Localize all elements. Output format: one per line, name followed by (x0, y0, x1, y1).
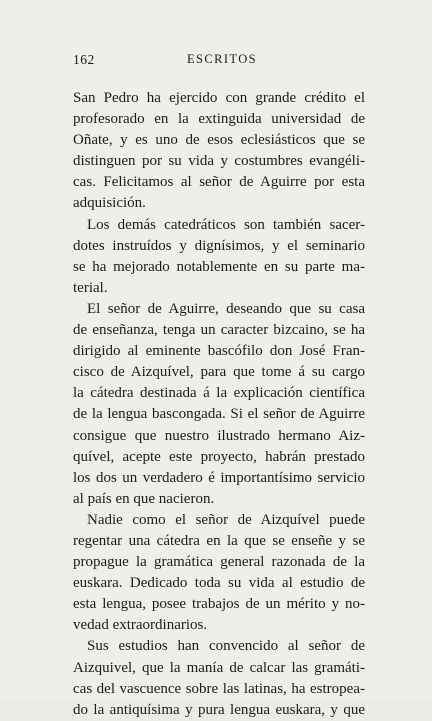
text-line: de la lengua bascongada. Si el señor de Aguirre (73, 406, 365, 423)
text-line: consigue que nuestro ilustrado hermano Aiz- (73, 427, 365, 444)
text-line: la cátedra destinada á la explicación científica (73, 385, 365, 402)
text-line: cas del vascuence sobre las latinas, ha estropea- (73, 680, 365, 697)
text-line: dotes instruídos y dignísimos, y el seminario (73, 237, 365, 254)
text-line: adquisición. (73, 195, 146, 212)
text-line: El señor de Aguirre, deseando que su casa (87, 300, 365, 317)
text-line: Aizquivel, que la manía de calcar las gramáti- (73, 659, 365, 676)
text-line: profesorado en la extinguida universidad de (73, 111, 365, 128)
text-line: do la antiquísima y pura lengua euskara, y que (73, 701, 365, 718)
text-line: terial. (73, 279, 108, 296)
text-line: euskara. Dedicado toda su vida al estudio de (73, 575, 365, 592)
text-line: se ha mejorado notablemente en su parte ma- (73, 258, 365, 275)
text-line: dirigido al eminente bascófilo don José Fran- (73, 343, 365, 360)
text-line: distinguen por su vida y costumbres evangéli- (73, 153, 365, 170)
text-line: Los demás catedráticos son también sacer- (87, 216, 365, 233)
body-text (73, 88, 365, 721)
text-line: de enseñanza, tenga un caracter bizcaino, se ha (73, 322, 365, 339)
text-line: los dos un verdadero é importantísimo servicio (73, 469, 365, 486)
text-line: Sus estudios han convencido al señor de (87, 638, 365, 655)
text-line: cas. Felicitamos al señor de Aguirre por esta (73, 174, 365, 191)
text-line: propague la gramática general razonada de la (73, 554, 365, 571)
running-title: ESCRITOS (186, 52, 257, 66)
text-line: cisco de Aizquível, para que tome á su cargo (73, 364, 365, 381)
page-number: 162 (73, 52, 95, 67)
running-head (73, 52, 371, 70)
text-line: vedad extraordinarios. (73, 617, 208, 634)
text-line: regentar una cátedra en la que se enseñe y se (73, 532, 365, 549)
text-line: San Pedro ha ejercido con grande crédito el (73, 90, 365, 106)
text-line: al país en que nacieron. (73, 490, 215, 507)
text-line: esta lengua, posee trabajos de un mérito y no- (73, 596, 365, 613)
text-line: Oñate, y es uno de esos eclesiásticos que se (73, 132, 365, 149)
text-line: Nadie como el señor de Aizquível puede (87, 511, 365, 528)
text-line: quível, acepte este proyecto, habrán prestado (73, 448, 365, 465)
